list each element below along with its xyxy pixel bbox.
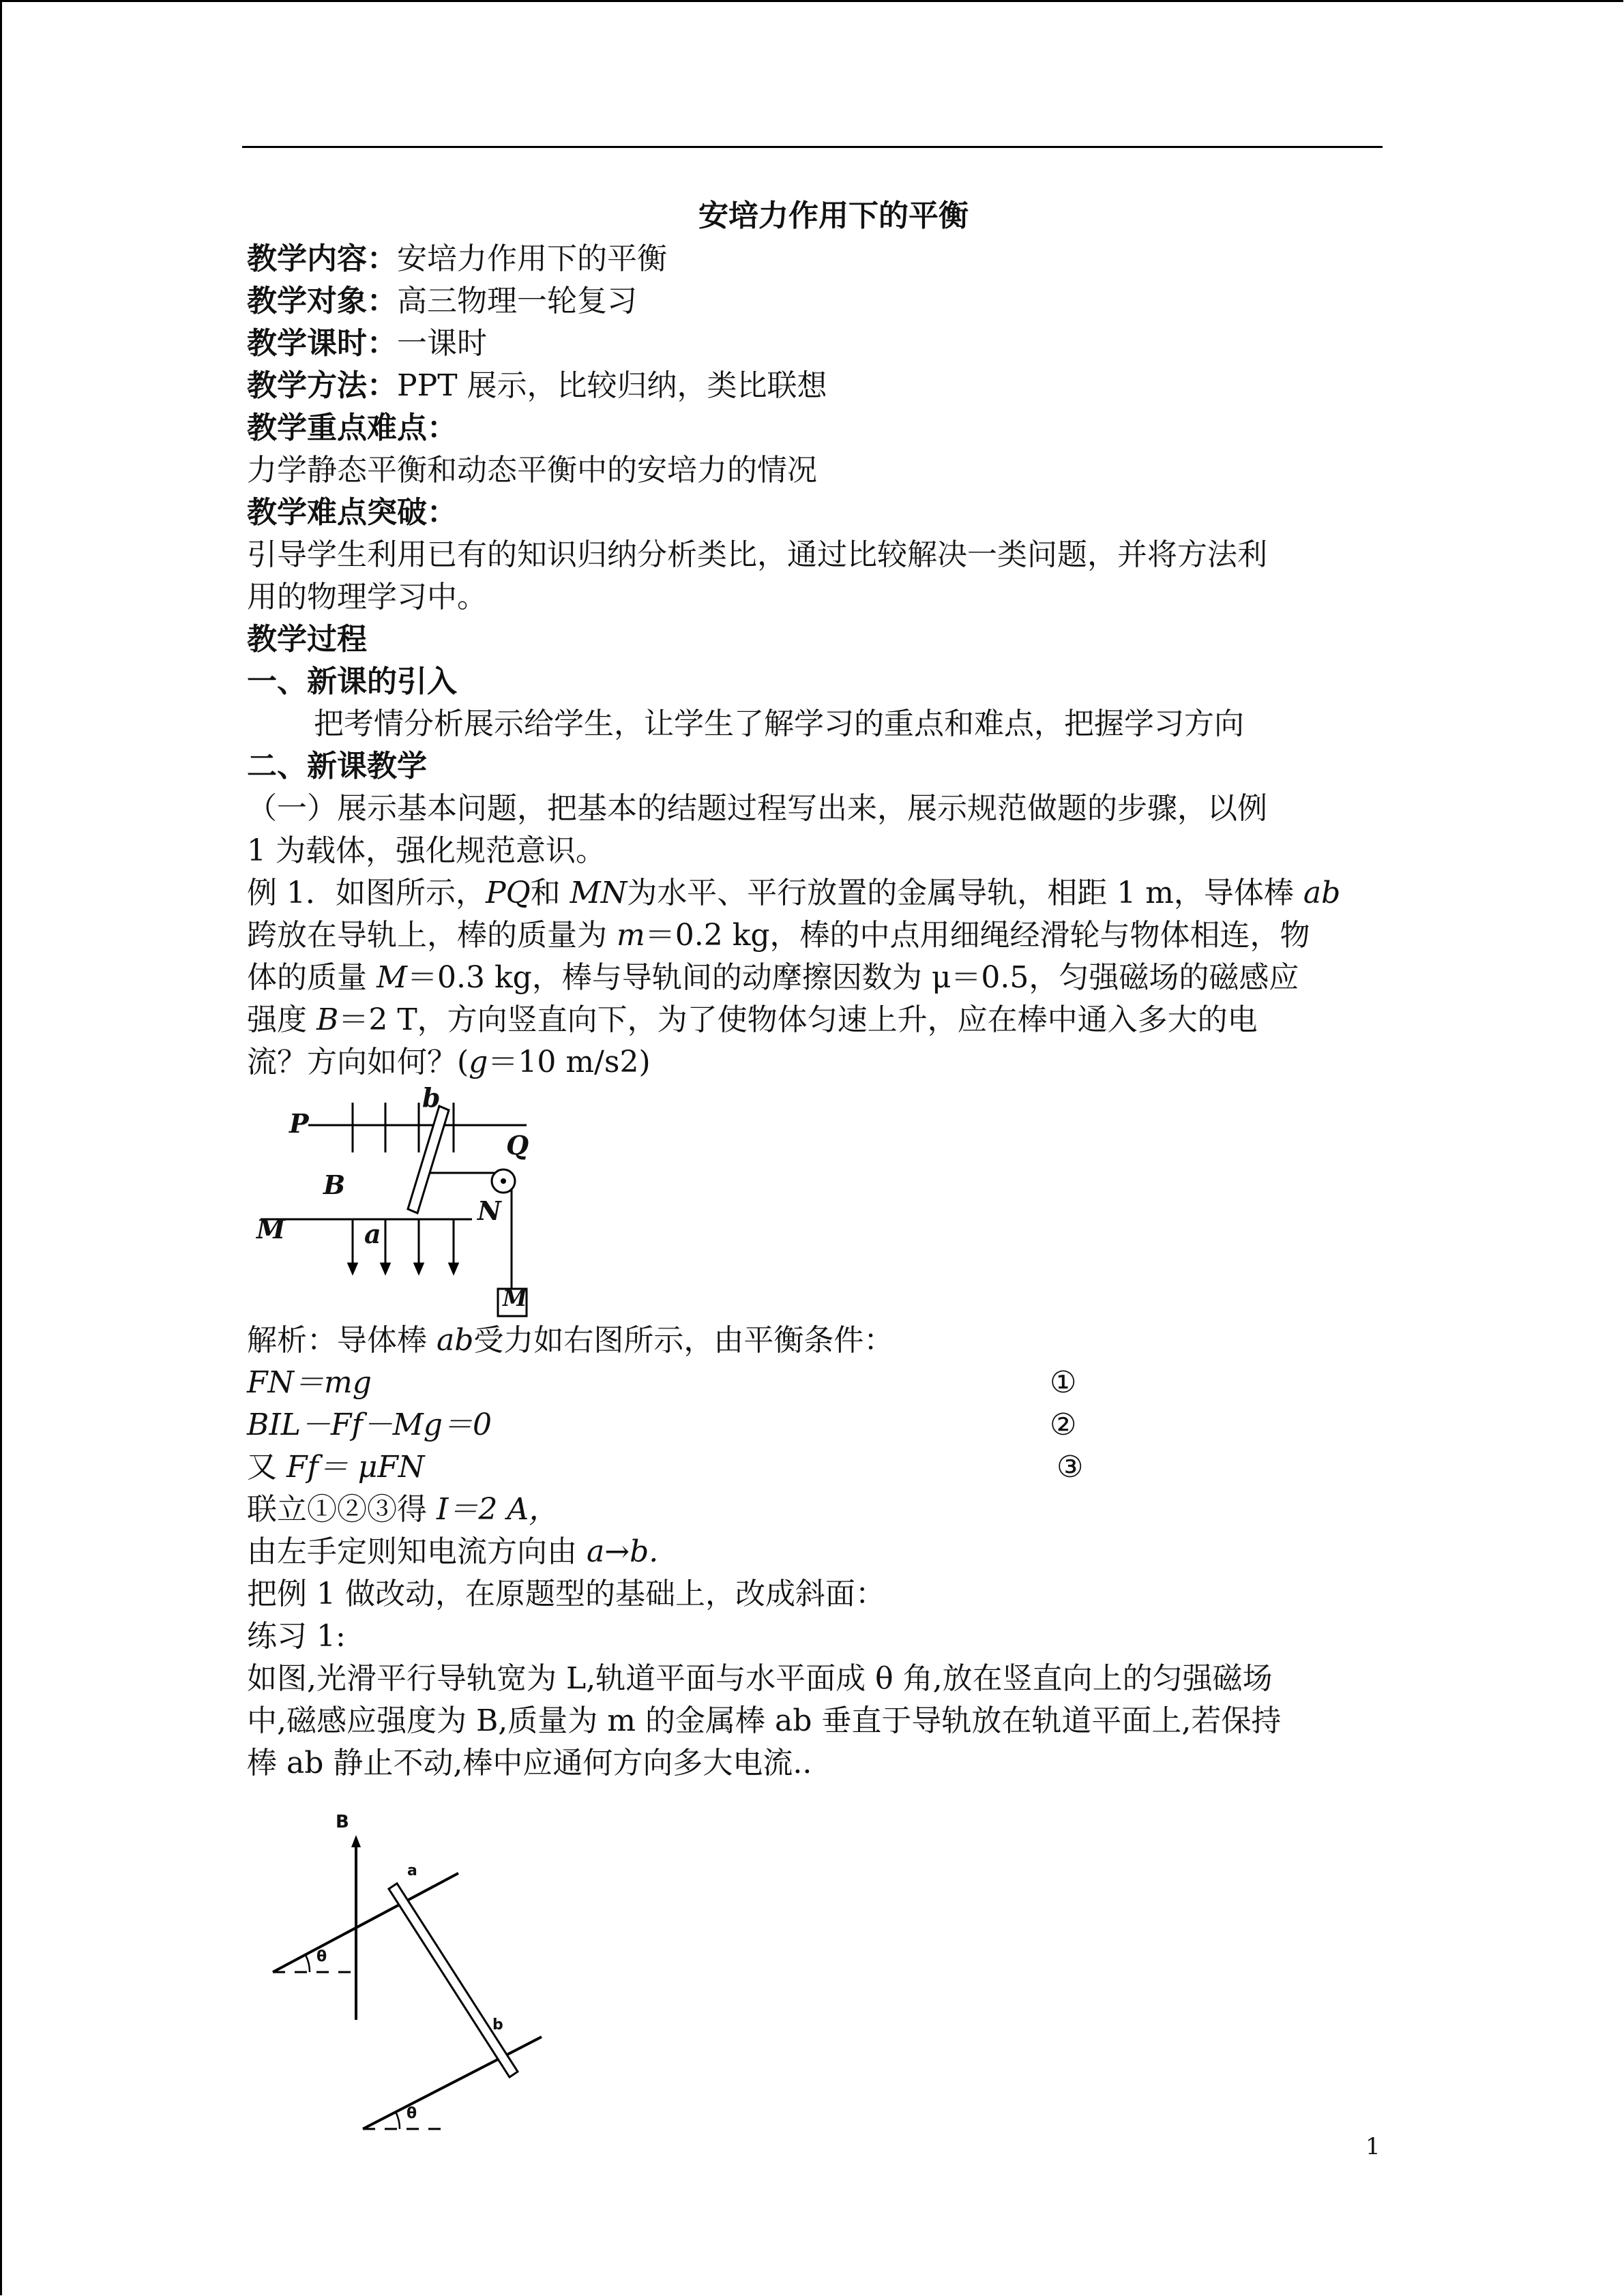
symbol-m: m: [617, 918, 645, 953]
figure-incline: [247, 1812, 1379, 2139]
meta-breakthrough-line2: 用的物理学习中。: [247, 580, 487, 614]
example1-line2: [247, 914, 1379, 957]
example1-line5: [247, 1041, 1379, 1084]
example1-text: 为水平、平行放置的金属导轨，相距 1 m，导体棒: [627, 876, 1303, 910]
equation-3-prefix: 又: [247, 1450, 286, 1485]
result-value: I＝2 A，: [437, 1492, 559, 1527]
example1-line4: [247, 999, 1379, 1041]
page-number: 1: [1365, 2133, 1381, 2160]
header-rule: [242, 146, 1383, 148]
example1-text: 强度: [247, 1002, 316, 1037]
meta-breakthrough-line1: 引导学生利用已有的知识归纳分析类比，通过比较解决一类问题，并将方法利: [247, 537, 1267, 572]
meta-object: [247, 280, 1379, 323]
field-b-arrowhead: [351, 1835, 361, 1847]
document-body: [247, 194, 1379, 2139]
label-field-b2: B: [336, 1812, 349, 1832]
figure-rail-pulley: [247, 1082, 1379, 1320]
solution-text: 由左手定则知电流方向由: [247, 1534, 587, 1569]
example1-text: 体的质量: [247, 960, 377, 995]
part1-line2: 1 为载体，强化规范意识。: [247, 833, 606, 868]
meta-period-value: 一课时: [397, 326, 487, 361]
meta-method: [247, 365, 1379, 407]
label-b: b: [422, 1082, 441, 1113]
direction-value: a→b.: [587, 1534, 659, 1569]
label-theta-1: θ: [316, 1948, 327, 1965]
label-theta-2: θ: [407, 2105, 417, 2122]
solution-text: 解析：导体棒: [247, 1323, 437, 1358]
example1-text: 流？方向如何？(: [247, 1045, 469, 1079]
meta-period-label: 教学课时：: [247, 326, 397, 361]
solution-direction: [247, 1531, 1379, 1573]
label-m-rail: M: [256, 1214, 286, 1244]
example1-text: 例 1．如图所示，: [247, 876, 486, 910]
example1-text: ＝0.2 kg，棒的中点用细绳经滑轮与物体相连，物: [645, 918, 1310, 953]
meta-breakthrough-label: 教学难点突破：: [247, 495, 457, 530]
example1-text: 和: [530, 876, 570, 910]
label-b2: b: [492, 2016, 503, 2033]
meta-key-value: 力学静态平衡和动态平衡中的安培力的情况: [247, 453, 817, 488]
equation-2: [247, 1404, 1379, 1446]
section1-heading: 一、新课的引入: [247, 664, 457, 699]
solution-text: 受力如右图所示，由平衡条件：: [473, 1323, 894, 1358]
section2-heading: 二、新课教学: [247, 749, 427, 784]
rod-ab-incline: [389, 1883, 518, 2077]
symbol-ab: ab: [437, 1323, 474, 1358]
meta-object-value: 高三物理一轮复习: [397, 284, 637, 318]
example1-line1: [247, 872, 1379, 914]
exercise-line2: 中,磁感应强度为 B,质量为 m 的金属棒 ab 垂直于导轨放在轨道平面上,若保持: [247, 1703, 1282, 1738]
label-field-b: B: [323, 1169, 346, 1200]
symbol-B: B: [316, 1002, 339, 1037]
angle-arc-2: [396, 2112, 400, 2129]
equation-3-number: ③: [1057, 1450, 1084, 1485]
symbol-ab: ab: [1303, 876, 1341, 910]
pulley-axle: [501, 1178, 506, 1184]
section1-text: 把考情分析展示给学生，让学生了解学习的重点和难点，把握学习方向: [314, 706, 1244, 741]
meta-period: [247, 323, 1379, 365]
part1-line1: （一）展示基本问题，把基本的结题过程写出来，展示规范做题的步骤，以例: [247, 791, 1267, 826]
example1-text: ＝10 m/s2): [488, 1045, 651, 1079]
symbol-pq: PQ: [485, 876, 531, 910]
solution-intro: [247, 1320, 1379, 1362]
label-a2: a: [407, 1862, 417, 1879]
meta-method-label: 教学方法：: [247, 368, 397, 403]
label-n: N: [477, 1195, 501, 1226]
incline-diagram: [247, 1812, 561, 2139]
label-q: Q: [506, 1130, 529, 1161]
symbol-M: M: [377, 960, 408, 995]
process-heading: 教学过程: [247, 622, 367, 657]
meta-method-value: PPT 展示，比较归纳，类比联想: [397, 368, 827, 403]
solution-result: [247, 1489, 1379, 1531]
rod-ab: [408, 1106, 449, 1213]
equation-1-text: FN＝mg: [247, 1365, 372, 1400]
equation-3-text: Ff＝ μFN: [286, 1450, 425, 1485]
exercise-line1: 如图,光滑平行导轨宽为 L,轨道平面与水平面成 θ 角,放在竖直向上的匀强磁场: [247, 1661, 1273, 1696]
equation-3: [247, 1446, 1379, 1489]
equation-2-text: BIL－Ff－Mg＝0: [247, 1407, 492, 1442]
example1-line3: [247, 957, 1379, 999]
example1-text: ＝0.3 kg，棒与导轨间的动摩擦因数为 μ＝0.5，匀强磁场的磁感应: [407, 960, 1299, 995]
meta-content: [247, 238, 1379, 280]
example1-text: 跨放在导轨上，棒的质量为: [247, 918, 617, 953]
solution-text: 联立①②③得: [247, 1492, 437, 1527]
equation-2-number: ②: [1050, 1407, 1077, 1442]
angle-arc-1: [306, 1955, 310, 1972]
label-a: a: [364, 1219, 381, 1249]
symbol-mn: MN: [570, 876, 628, 910]
solution-change: 把例 1 做改动，在原题型的基础上，改成斜面：: [247, 1577, 885, 1611]
rail-upper: [273, 1873, 458, 1972]
meta-content-value: 安培力作用下的平衡: [397, 241, 667, 276]
meta-content-label: 教学内容：: [247, 241, 397, 276]
equation-1-number: ①: [1050, 1365, 1077, 1400]
example1-text: ＝2 T，方向竖直向下，为了使物体匀速上升，应在棒中通入多大的电: [338, 1002, 1258, 1037]
meta-object-label: 教学对象：: [247, 284, 397, 318]
label-block: M: [503, 1285, 527, 1311]
exercise-label: 练习 1:: [247, 1619, 346, 1654]
exercise-line3: 棒 ab 静止不动,棒中应通何方向多大电流..: [247, 1746, 812, 1780]
symbol-g: g: [469, 1045, 488, 1079]
document-title: 安培力作用下的平衡: [698, 198, 969, 233]
rail-lower: [363, 2037, 542, 2129]
equation-1: [247, 1362, 1379, 1404]
label-p: P: [289, 1108, 309, 1139]
meta-key-label: 教学重点难点：: [247, 411, 457, 445]
